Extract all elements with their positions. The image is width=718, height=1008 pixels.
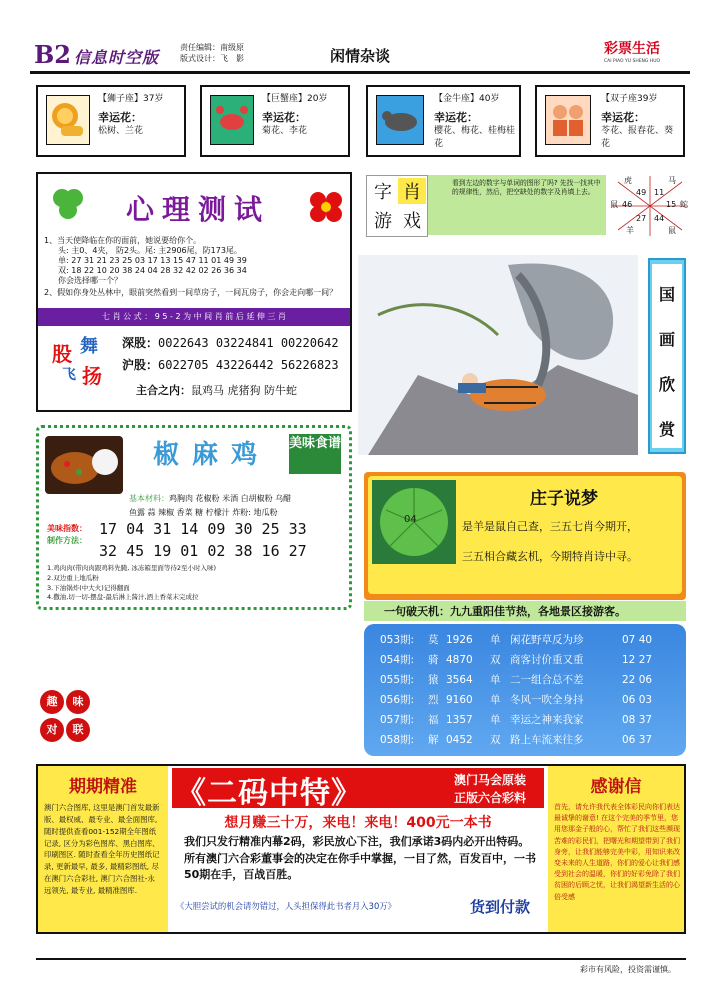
art-title-1: 国 bbox=[658, 285, 675, 304]
result-issue: 056期: bbox=[380, 694, 415, 706]
lucky-flower-title: 幸运花： bbox=[601, 111, 645, 124]
ad-banner-side-1: 澳门马会原装 bbox=[454, 773, 527, 787]
result-row bbox=[380, 632, 652, 647]
ad-slogan: 想月赚三十万，来电！来电！400元一本书 bbox=[224, 815, 492, 831]
bull-icon bbox=[376, 95, 424, 145]
editor-credit: 责任编辑：南级原 版式设计：飞 影 bbox=[180, 43, 244, 63]
psych-title: 心理测试 bbox=[125, 193, 270, 226]
zodiac-sign: 【金牛座】40岁 bbox=[434, 94, 500, 104]
lantern-2: 味 bbox=[66, 690, 90, 714]
footer-rule bbox=[36, 958, 686, 960]
zhuangzi-line-1: 是羊是鼠自己查，三五七肖今期开， bbox=[462, 520, 638, 533]
ad-banner-title: 《二码中特》 bbox=[176, 776, 362, 811]
result-zodiac: 莫 bbox=[428, 634, 439, 646]
result-issue: 053期: bbox=[380, 634, 415, 646]
recipe-title: 椒 麻 鸡 bbox=[152, 440, 260, 470]
result-pair: 07 40 bbox=[622, 634, 653, 646]
result-parity: 单 bbox=[490, 674, 501, 686]
result-issue: 055期: bbox=[380, 674, 415, 686]
ad-banner bbox=[172, 768, 544, 811]
right-column bbox=[548, 766, 684, 932]
result-pair: 06 03 bbox=[622, 694, 653, 706]
page-header bbox=[30, 36, 690, 74]
result-phrase: 路上车流来往多 bbox=[510, 734, 584, 746]
psych-line-choose: 你会选择哪一个？ bbox=[58, 276, 122, 285]
zodiac-sign: 【巨蟹座】20岁 bbox=[262, 94, 328, 104]
zodiac-card-leo bbox=[36, 85, 186, 157]
result-zodiac: 猿 bbox=[428, 674, 439, 686]
left-title: 期期精准 bbox=[69, 777, 137, 797]
psych-line-odd: 单: 27 31 21 23 25 03 17 13 15 47 11 01 49 39 bbox=[58, 256, 247, 265]
result-phrase: 冬风一吹全身抖 bbox=[510, 694, 584, 706]
crab-icon bbox=[210, 95, 254, 145]
lucky-flower-title: 幸运花： bbox=[98, 111, 142, 124]
twins-icon bbox=[545, 95, 591, 145]
clover-icon bbox=[48, 184, 88, 224]
result-phrase: 商客讨价重又重 bbox=[510, 654, 584, 666]
stock-logo: 股 舞 飞 扬 bbox=[52, 336, 102, 388]
dish-image bbox=[45, 436, 123, 494]
lion-icon bbox=[46, 95, 90, 145]
result-issue: 057期: bbox=[380, 714, 415, 726]
result-number: 0452 bbox=[446, 734, 473, 746]
lantern-1: 趣 bbox=[40, 690, 64, 714]
flower-icon bbox=[306, 186, 346, 226]
result-zodiac: 烈 bbox=[428, 694, 439, 706]
zodiac-sign: 【狮子座】37岁 bbox=[98, 94, 164, 104]
left-column bbox=[38, 766, 168, 932]
result-pair: 06 37 bbox=[622, 734, 653, 746]
result-zodiac: 骑 bbox=[428, 654, 439, 666]
recipe-numbers-row-1: 17 04 31 14 09 30 25 33 bbox=[99, 520, 307, 538]
host-zodiac: 主合之内：鼠鸡马 虎猪狗 防牛蛇 bbox=[136, 384, 297, 397]
zodiac-card-gemini bbox=[535, 85, 685, 157]
psych-question-1: 1、当天使降临在你的面前，她说要给你个。 bbox=[44, 236, 202, 245]
ingredients-line-2: 鱼露 蒜 辣椒 香菜 糖 柠檬汁 炸粉: 地瓜粉 bbox=[129, 508, 278, 517]
zodiac-card-cancer bbox=[200, 85, 350, 157]
result-issue: 058期: bbox=[380, 734, 415, 746]
page-code: B2 bbox=[34, 40, 71, 69]
lucky-flowers: 菊花、李花 bbox=[262, 126, 308, 136]
result-row bbox=[380, 732, 652, 747]
footer-note: 彩市有风险，投资需谨慎。 bbox=[580, 965, 676, 974]
art-title-2: 画 bbox=[658, 330, 675, 349]
zodiac-card-taurus bbox=[366, 85, 521, 157]
lucky-flower-title: 幸运花： bbox=[434, 111, 478, 124]
puzzle-grid: 字 肖 游 戏 bbox=[366, 175, 428, 237]
painting-image bbox=[358, 255, 638, 455]
result-zodiac: 福 bbox=[428, 714, 439, 726]
recipe-panel bbox=[36, 425, 352, 610]
result-row bbox=[380, 712, 652, 727]
left-text: 澳门六合图库, 这里是澳门首发最新版、最权威、最专业、最全面图库, 随时提供查看001-152期全年图纸记录, 区分为彩色图库、黑白图库、印刷图区. 随时查看全年历史图纸记录, 更新最早, 最多, 最精彩图纸, 尽在澳门六合彩社, 澳门六合图社-永远领先, 最专业, 最精准图库. bbox=[44, 803, 160, 895]
method-label: 制作方法： bbox=[47, 536, 87, 545]
right-title: 感谢信 bbox=[590, 777, 642, 797]
zhuangzi-line-2: 三五相合藏玄机，今期特肖诗中寻。 bbox=[462, 550, 638, 563]
result-number: 3564 bbox=[446, 674, 473, 686]
section-title: 闲情杂谈 bbox=[330, 47, 391, 65]
result-pair: 12 27 bbox=[622, 654, 653, 666]
lantern-4: 联 bbox=[66, 718, 90, 742]
bottom-section bbox=[36, 764, 686, 934]
zodiac-sign: 【双子座39岁 bbox=[601, 94, 658, 104]
recipe-numbers-row-2: 32 45 19 01 02 38 16 27 bbox=[99, 542, 307, 560]
ad-banner-side-2: 正版六合彩料 bbox=[454, 791, 527, 805]
hint-banner: 一句破天机：九九重阳佳节热，各地景区接游客。 bbox=[364, 601, 686, 621]
result-number: 9160 bbox=[446, 694, 473, 706]
brand-logo: 彩票生活 CAI PIAO YU SHENG HUO bbox=[604, 41, 661, 64]
shanghai-stock: 沪股：6022705 43226442 56226823 bbox=[122, 358, 339, 372]
result-phrase: 二一组合总不差 bbox=[510, 674, 584, 686]
ad-tagline: 《大胆尝试的机会请勿错过，人头担保得此书者月入30万》 bbox=[176, 901, 397, 911]
result-parity: 单 bbox=[490, 714, 501, 726]
art-title-4: 赏 bbox=[658, 420, 675, 439]
shenzhen-stock: 深股：0022643 03224841 00220642 bbox=[122, 336, 339, 350]
result-phrase: 闲花野草反为珍 bbox=[510, 634, 584, 646]
result-issue: 054期: bbox=[380, 654, 415, 666]
result-parity: 双 bbox=[490, 734, 501, 746]
result-number: 1926 bbox=[446, 634, 473, 646]
result-parity: 单 bbox=[490, 634, 501, 646]
right-text: 首先，请允许我代表全体彩民向你们表达最诚挚的谢意! 在这个完美的季节里，您用您那金子般的心，帮忙了我们这些濒现苦难的彩民们，把曙光和期望带到了我们身旁，让我们能够完美中彩，用知识来改变未来的人生道路，你们的爱心让我们感受到社会的温暖，你们的好彩免除了我们贫困的后顾之忧，让我们渴望新生活的心倍受感 bbox=[554, 803, 680, 901]
results-panel bbox=[364, 624, 686, 756]
lantern-3: 对 bbox=[40, 718, 64, 742]
result-parity: 双 bbox=[490, 654, 501, 666]
lantern-decoration bbox=[36, 690, 96, 748]
zhuangzi-title: 庄子说梦 bbox=[530, 489, 598, 509]
psych-line-head: 头: 主0、4夹， 防2头。尾: 主2906尾，防173尾。 bbox=[58, 246, 242, 255]
result-number: 1357 bbox=[446, 714, 473, 726]
result-row bbox=[380, 672, 652, 687]
lucky-flower-title: 幸运花： bbox=[262, 111, 306, 124]
art-title-3: 欣 bbox=[658, 375, 675, 394]
lucky-flowers: 松树、兰花 bbox=[98, 126, 144, 136]
puzzle-instructions: 看到左边的数字与单词的图形了吗? 先找一找其中的规律性，然后，把空缺处的数字及肖填上去。 bbox=[452, 179, 601, 197]
lucky-flowers: 樱花、梅花、桂梅桂花 bbox=[434, 126, 516, 149]
result-pair: 22 06 bbox=[622, 674, 653, 686]
lotus-number: 04 bbox=[404, 514, 417, 525]
result-parity: 单 bbox=[490, 694, 501, 706]
index-label: 美味指数： bbox=[47, 524, 87, 533]
result-zodiac: 解 bbox=[428, 734, 439, 746]
result-row bbox=[380, 652, 652, 667]
result-number: 4870 bbox=[446, 654, 473, 666]
star-puzzle: 虎 马 鼠 蛇 羊 鼠 49 11 46 15 27 44 bbox=[610, 174, 690, 238]
header-rule bbox=[30, 71, 690, 74]
formula-bar: 七 肖 公 式 ： 9 5 - 2 为 中 间 肖 前 后 延 伸 三 肖 bbox=[38, 308, 350, 326]
zhuangzi-panel bbox=[364, 472, 686, 600]
result-phrase: 幸运之神来我家 bbox=[510, 714, 584, 726]
psych-line-even: 双: 18 22 10 20 38 24 04 28 32 42 02 26 36 34 bbox=[58, 266, 247, 275]
lucky-flowers: 苓花、报春花、葵花 bbox=[601, 126, 674, 149]
result-pair: 08 37 bbox=[622, 714, 653, 726]
ad-body: 我们只发行精准内幕2码，彩民放心下注，我们承诺3码内必开出特码。所有澳门六合彩董事会的决定在你手中掌握，一目了然，百发百中，一书50期在手，百战百胜。 bbox=[184, 835, 536, 881]
ingredients-line: 基本材料：鸡胸肉 花椒粉 米酒 白胡椒粉 乌醋 bbox=[129, 494, 292, 503]
result-row bbox=[380, 692, 652, 707]
recipe-steps: 1.鸡肉肉(带肉肉跟鸡料先腌, 冰冻箱里面等待2至小时入味) 2.双边重上地瓜粉 3.下油锅炸(中大火)记得翻面 4.撒油,切一切-摆盘-最后淋上酱汁,洒上香菜末完成拉 bbox=[47, 564, 217, 602]
word-puzzle bbox=[366, 175, 606, 237]
psych-question-2: 2、假如你身处丛林中，眼前突然看到一间草房子，一间瓦房子，你会走向哪一间？ bbox=[44, 288, 338, 297]
paper-name: 信息时空版 bbox=[74, 48, 160, 67]
recipe-badge: 美味食谱 bbox=[289, 434, 341, 474]
art-title-column bbox=[648, 258, 686, 454]
psych-test-panel bbox=[36, 172, 352, 412]
pay-on-delivery: 货到付款 bbox=[470, 898, 531, 916]
